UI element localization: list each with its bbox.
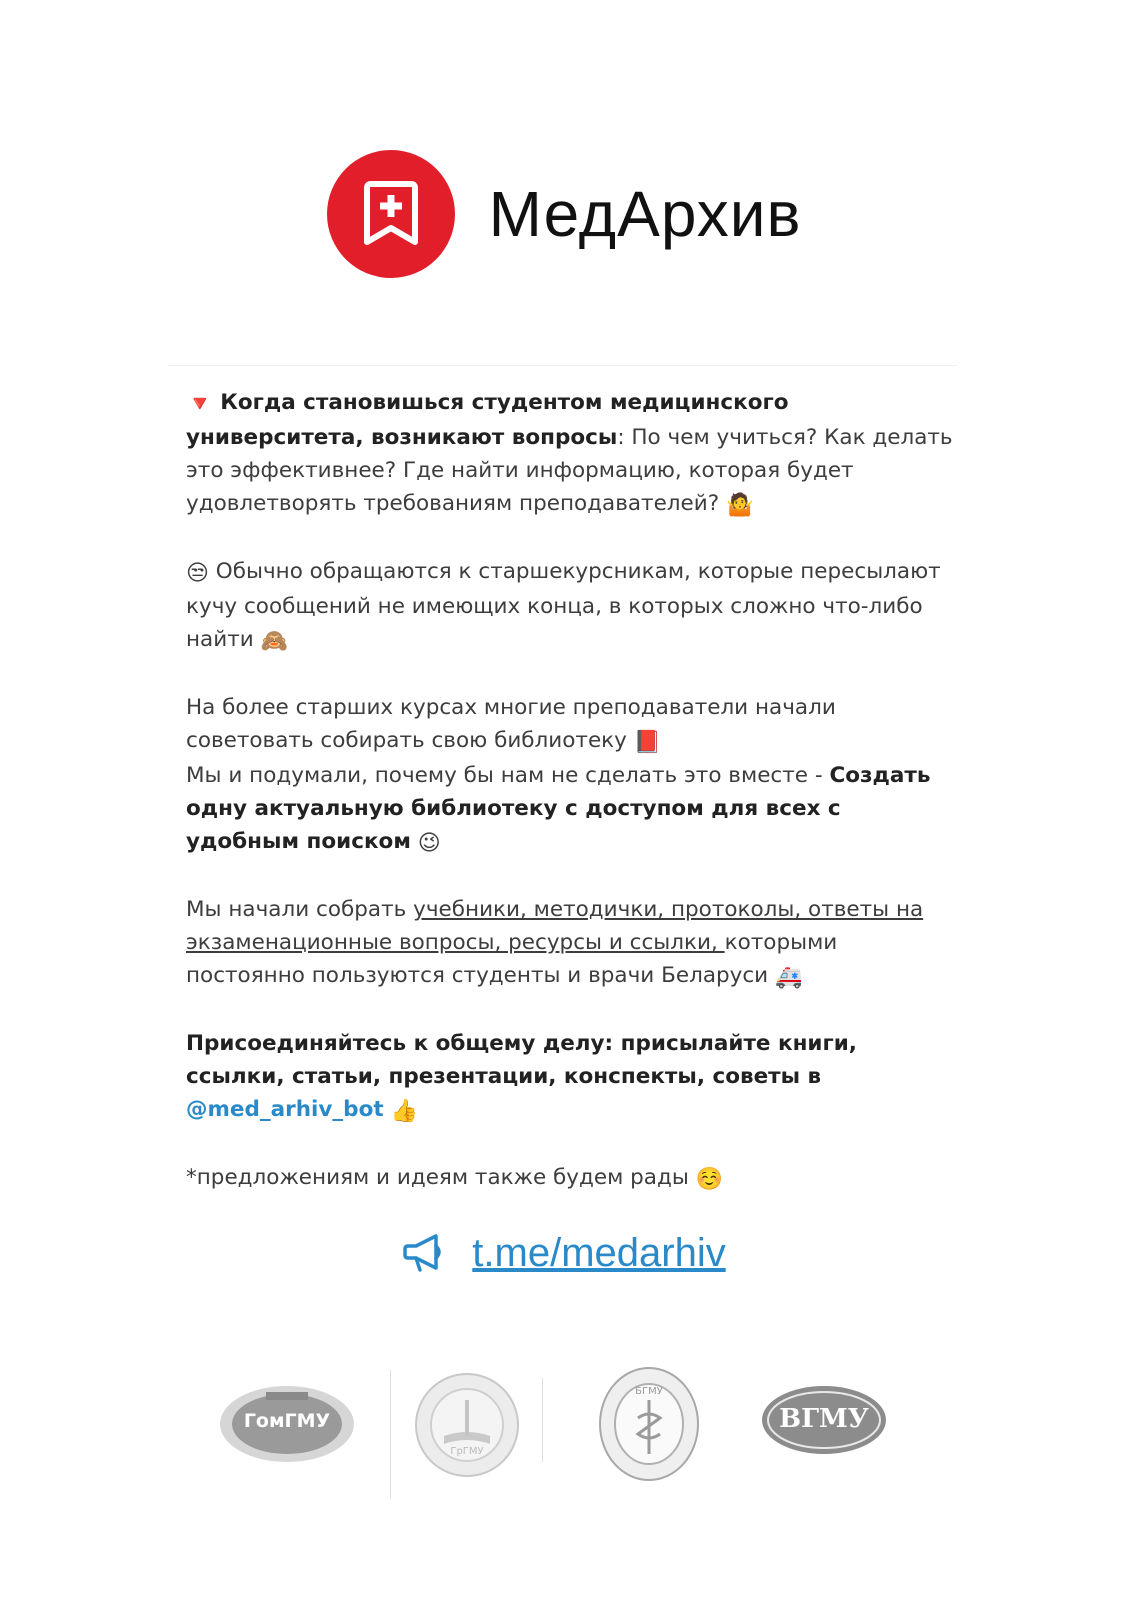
post-p3-text2: Мы и подумали, почему бы нам не сделать это вместе - <box>186 763 830 788</box>
grgmu-logo-text: ГрГМУ <box>450 1446 484 1457</box>
red-book-icon: 📕 <box>633 730 662 755</box>
bgmu-logo-text: БГМУ <box>635 1386 663 1397</box>
bgmu-logo <box>598 1366 700 1486</box>
telegram-link-row <box>0 1231 1128 1276</box>
post-p1-text: : По чем учиться? Как делать это эффективнее? Где найти информацию, которая будет удовлетворять требованиям преподавателей? <box>186 425 953 516</box>
ambulance-icon: 🚑 <box>775 965 803 990</box>
brand-header <box>0 150 1128 278</box>
megaphone-icon <box>402 1232 446 1276</box>
post-p2-text: Обычно обращаются к старшекурсникам, которые пересылают кучу сообщений не имеющих конца, в которых сложно что-либо найти <box>186 559 941 652</box>
logo-divider <box>542 1378 543 1462</box>
post-p4-text2: которыми постоянно пользуются студенты и врачи Беларуси <box>186 930 838 988</box>
post-p3-text1: На более старших курсах многие преподаватели начали советовать собирать свою библиотеку <box>186 695 836 753</box>
brand-name: МедАрхив <box>488 178 802 250</box>
post-paragraph-5 <box>186 1027 958 1128</box>
post-p4-text1: Мы начали собрать <box>186 897 414 922</box>
logo-divider <box>390 1370 391 1498</box>
post-paragraph-6 <box>186 1161 958 1196</box>
gomgmu-logo <box>218 1384 356 1468</box>
telegram-channel-link[interactable]: t.me/medarhiv <box>472 1231 726 1275</box>
grgmu-logo <box>414 1372 520 1482</box>
post-p4-underlined[interactable]: учебники, методички, протоколы, ответы на экзаменационные вопросы, ресурсы и ссылки, <box>186 897 924 955</box>
university-logos <box>0 1370 1128 1520</box>
red-triangle-down-icon: 🔻 <box>186 392 214 417</box>
post-paragraph-2 <box>186 555 958 658</box>
winking-face-icon: 😉 <box>417 831 441 856</box>
post-p5-bold: Присоединяйтесь к общему делу: присылайте книги, ссылки, статьи, презентации, конспекты, советы в <box>186 1031 857 1089</box>
bookmark-plus-logo-icon <box>327 150 455 278</box>
post-paragraph-3 <box>186 691 958 860</box>
see-no-evil-monkey-icon: 🙈 <box>260 629 288 654</box>
post-paragraph-1 <box>186 386 958 522</box>
post-p6-text: *предложениям и идеям также будем рады <box>186 1165 689 1190</box>
post-p3-bold: Создать одну актуальную библиотеку с доступом для всех с удобным поиском <box>186 763 931 854</box>
thumbs-up-icon: 👍 <box>390 1099 418 1124</box>
post-p1-bold: Когда становишься студентом медицинского университета, возникают вопросы <box>186 390 789 450</box>
gomgmu-logo-text: ГомГМУ <box>243 1410 331 1432</box>
bot-mention-link[interactable]: @med_arhiv_bot <box>186 1097 384 1122</box>
smiling-face-icon: ☺️ <box>695 1167 724 1192</box>
shrug-icon: 🤷 <box>726 493 754 518</box>
vgmu-logo <box>760 1384 888 1460</box>
unamused-face-icon: 😒 <box>186 561 209 586</box>
channel-post <box>168 365 958 1229</box>
vgmu-logo-text: ВГМУ <box>779 1404 869 1434</box>
post-paragraph-4 <box>186 893 958 994</box>
